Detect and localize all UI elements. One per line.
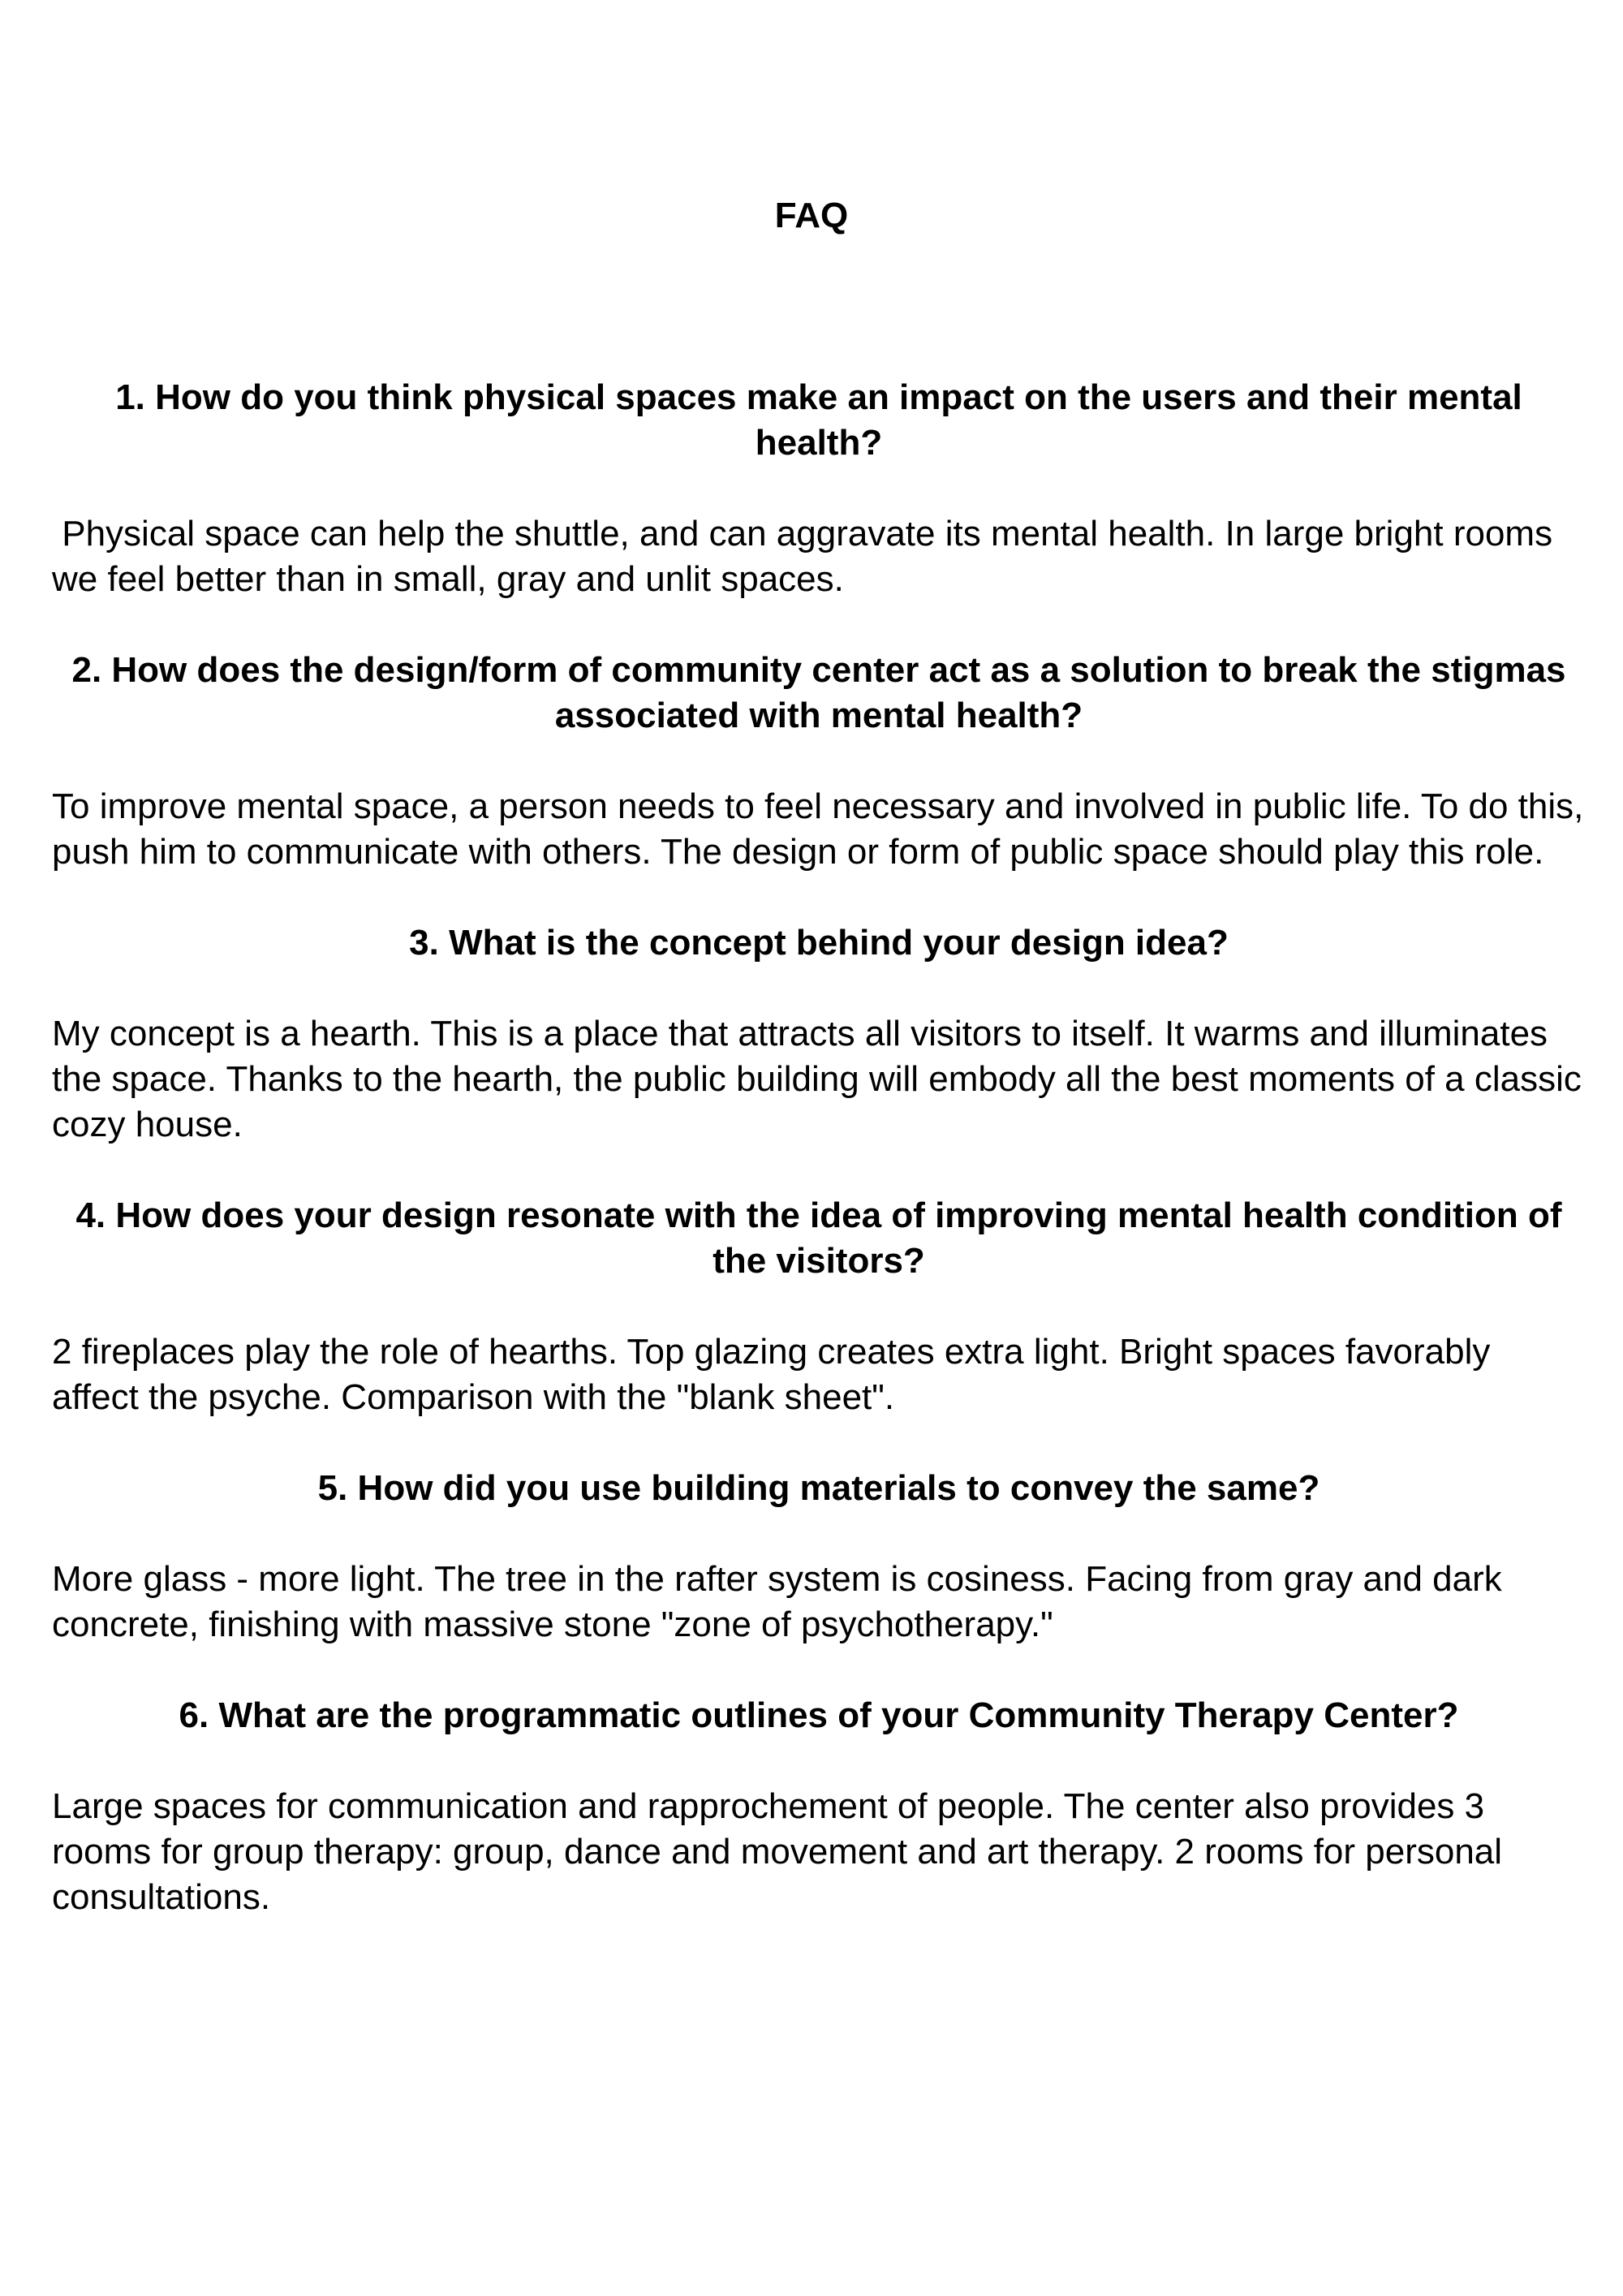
- faq-question-2: 2. How does the design/form of community center act as a solution to break the stigmas associated with mental health?: [71, 650, 1566, 735]
- faq-answer-5: More glass - more light. The tree in the rafter system is cosiness. Facing from gray and dark concrete, finishing with massive stone "zone of psychotherapy.": [52, 1559, 1502, 1644]
- faq-answer-6: Large spaces for communication and rapprochement of people. The center also provides 3 rooms for group therapy: group, dance and movement and art therapy. 2 rooms for personal consultations.: [52, 1786, 1503, 1917]
- faq-answer-2: To improve mental space, a person needs to feel necessary and involved in public life. To do this, push him to communicate with others. The design or form of public space should play this role.: [52, 786, 1584, 872]
- page-title: FAQ: [774, 196, 849, 235]
- faq-answer-4: 2 fireplaces play the role of hearths. Top glazing creates extra light. Bright spaces favorably affect the psyche. Comparison with the "blank sheet".: [52, 1332, 1491, 1417]
- faq-question-5: 5. How did you use building materials to convey the same?: [317, 1468, 1320, 1508]
- faq-answer-3: My concept is a hearth. This is a place that attracts all visitors to itself. It warms and illuminates the space. Thanks to the hearth, the public building will embody all the best moments of a classic cozy house.: [52, 1014, 1582, 1144]
- faq-question-1: 1. How do you think physical spaces make an impact on the users and their mental health?: [115, 377, 1522, 463]
- faq-question-6: 6. What are the programmatic outlines of your Community Therapy Center?: [179, 1695, 1459, 1735]
- faq-question-4: 4. How does your design resonate with the idea of improving mental health condition of the visitors?: [75, 1195, 1562, 1281]
- faq-question-3: 3. What is the concept behind your design idea?: [409, 923, 1229, 963]
- faq-answer-1: Physical space can help the shuttle, and can aggravate its mental health. In large bright rooms we feel better than in small, gray and unlit spaces.: [52, 514, 1563, 599]
- faq-list: [52, 375, 1586, 1966]
